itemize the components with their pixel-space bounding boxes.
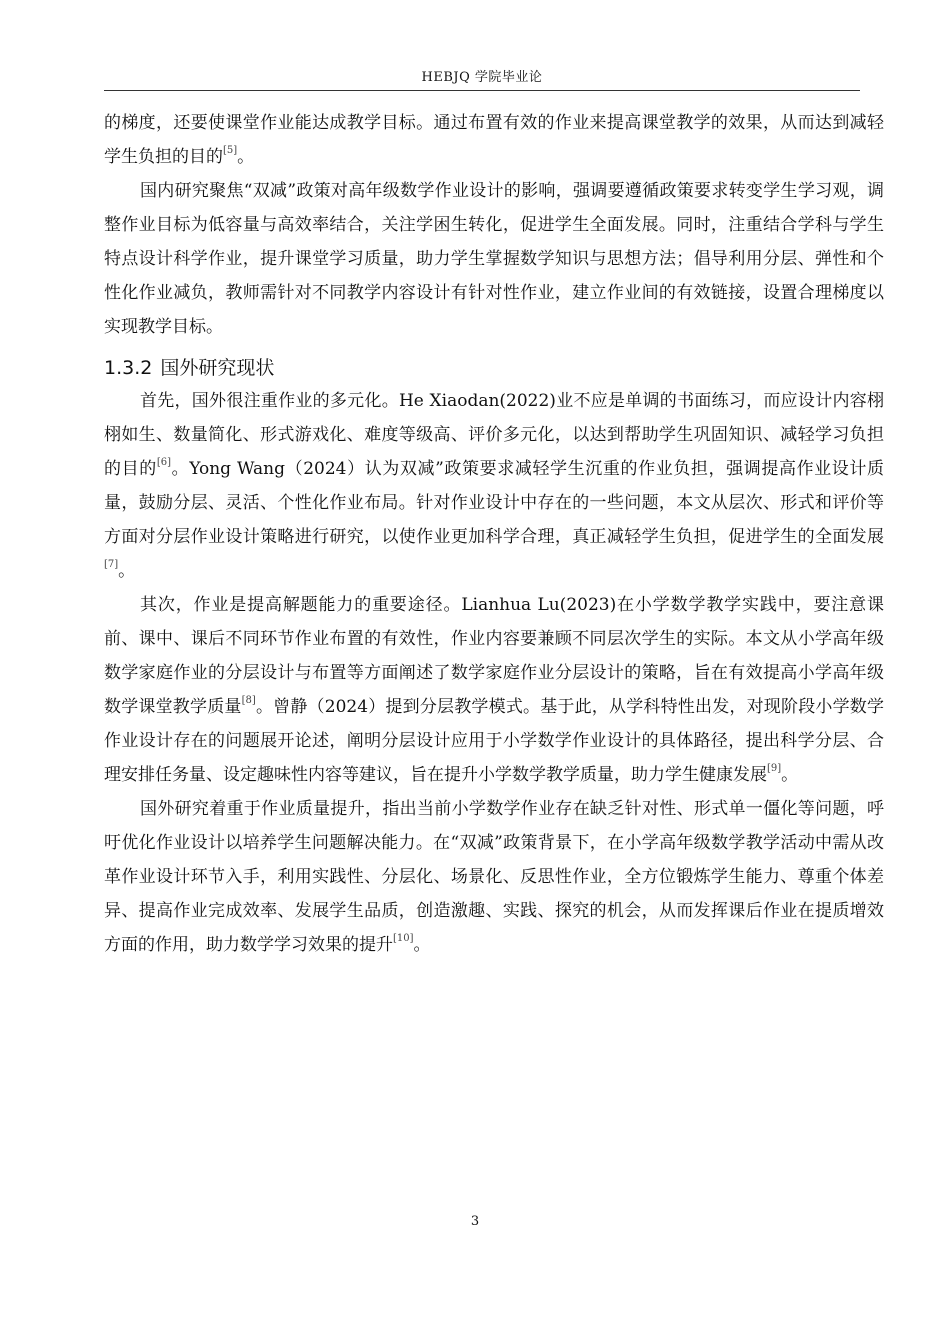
paragraph-text: 其次，作业是提高解题能力的重要途径。Lianhua Lu(2023)在小学数学教学实践中，要注意课前、课中、课后不同环节作业布置的有效性，作业内容要兼顾不同层次学生的实际。本文从小学高年级数学家庭作业的分层设计与布置等方面阐述了数学家庭作业分层设计的策略，旨在有效提高小学高年级数学课堂教学质量 bbox=[104, 595, 884, 717]
paragraph-text: 国外研究着重于作业质量提升，指出当前小学数学作业存在缺乏针对性、形式单一僵化等问题，呼吁优化作业设计以培养学生问题解决能力。在“双减”政策背景下，在小学高年级数学教学活动中需从改革作业设计环节入手，利用实践性、分层化、场景化、反思性作业，全方位锻炼学生能力、尊重个体差异、提高作业完成效率、发展学生品质，创造激趣、实践、探究的机会，从而发挥课后作业在提质增效方面的作用，助力数学学习效果的提升 bbox=[104, 799, 884, 955]
citation-ref: [5] bbox=[223, 145, 238, 156]
page-body bbox=[104, 106, 884, 962]
citation-ref: [8] bbox=[241, 695, 256, 706]
section-number: 1.3.2 bbox=[104, 357, 153, 379]
paragraph-foreign-summary bbox=[104, 792, 884, 962]
section-heading bbox=[104, 352, 884, 384]
running-header: HEBJQ 学院毕业论 bbox=[421, 70, 543, 85]
section-title: 国外研究现状 bbox=[160, 357, 275, 379]
paragraph-tail: 。 bbox=[118, 561, 136, 581]
paragraph-foreign-second bbox=[104, 588, 884, 792]
citation-ref: [7] bbox=[104, 559, 119, 570]
paragraph-tail: 。 bbox=[781, 765, 799, 785]
paragraph-text: 的梯度，还要使课堂作业能达成教学目标。通过布置有效的作业来提高课堂教学的效果，从而达到减轻学生负担的目的 bbox=[104, 113, 884, 167]
paragraph-tail: 。 bbox=[413, 935, 431, 955]
page-number: 3 bbox=[470, 1214, 480, 1229]
header-rule bbox=[104, 90, 860, 91]
paragraph-text: 首先，国外很注重作业的多元化。He Xiaodan(2022)业不应是单调的书面练习，而应设计内容栩栩如生、数量简化、形式游戏化、难度等级高、评价多元化，以达到帮助学生巩固知识、减轻学习负担的目的 bbox=[104, 391, 884, 479]
paragraph-domestic-summary bbox=[104, 174, 884, 344]
citation-ref: [9] bbox=[767, 763, 782, 774]
paragraph-text: 。曾静（2024）提到分层教学模式。基于此，从学科特性出发，对现阶段小学数学作业设计存在的问题展开论述，阐明分层设计应用于小学数学作业设计的具体路径，提出科学分层、合理安排任务量、设定趣味性内容等建议，旨在提升小学数学教学质量，助力学生健康发展 bbox=[104, 697, 884, 785]
citation-ref: [10] bbox=[393, 933, 414, 944]
paragraph-text: 。Yong Wang（2024）认为双减”政策要求减轻学生沉重的作业负担，强调提高作业设计质量，鼓励分层、灵活、个性化作业布局。针对作业设计中存在的一些问题，本文从层次、形式和评价等方面对分层作业设计策略进行研究，以使作业更加科学合理，真正减轻学生负担，促进学生的全面发展 bbox=[104, 459, 884, 547]
paragraph-continuation bbox=[104, 106, 884, 174]
citation-ref: [6] bbox=[156, 457, 171, 468]
paragraph-tail: 。 bbox=[237, 147, 255, 167]
paragraph-foreign-first bbox=[104, 384, 884, 588]
paragraph-text: 国内研究聚焦“双减”政策对高年级数学作业设计的影响，强调要遵循政策要求转变学生学习观，调整作业目标为低容量与高效率结合，关注学困生转化，促进学生全面发展。同时，注重结合学科与学生特点设计科学作业，提升课堂学习质量，助力学生掌握数学知识与思想方法；倡导利用分层、弹性和个性化作业减负，教师需针对不同教学内容设计有针对性作业，建立作业间的有效链接，设置合理梯度以实现教学目标。 bbox=[104, 181, 884, 337]
